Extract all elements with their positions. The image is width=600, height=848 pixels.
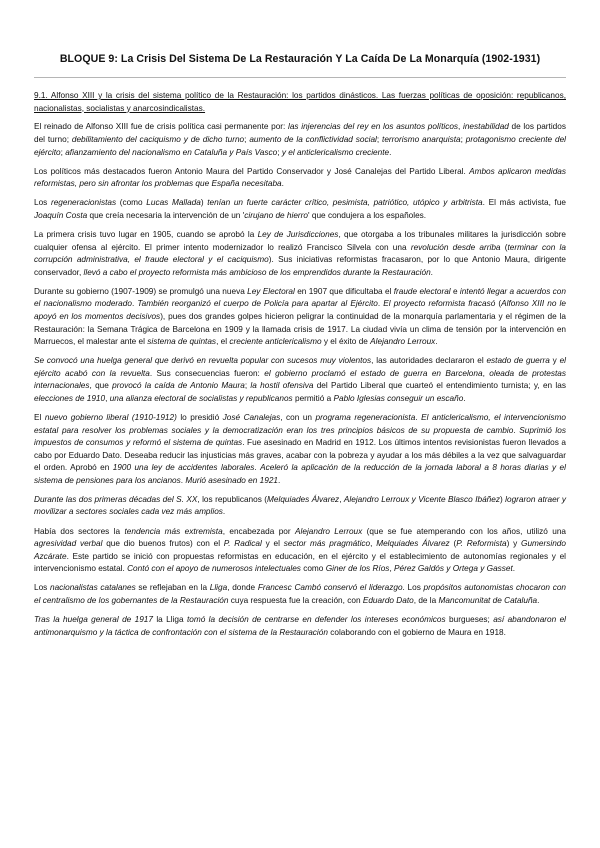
paragraph: Había dos sectores la tendencia más extremista, encabezada por Alejandro Lerroux (que se fue atemperando con los años, utilizó una agresividad verbal que dio buenos frutos) con el P. Radical y el sector más pragmático, Melquiades Álvarez (P. Reformista) y Gumersindo Azcárate. Este partido se inició con propuestas reformistas en educación, en el ejército y el establecimiento de autonomías regionales y el intervencionismo estatal. Contó con el apoyo de numerosos intelectuales como Giner de los Ríos, Pérez Galdós y Ortega y Gasset. <box>34 526 566 574</box>
title-divider <box>34 77 566 78</box>
paragraph: Se convocó una huelga general que derivó en revuelta popular con sucesos muy violentos, las autoridades declararon el estado de guerra y el ejército acabó con la revuelta. Sus consecuencias fueron: el gobierno proclamó el estado de guerra en Barcelona, oleada de protestas internacionales, que provocó la caída de Antonio Maura; la hostil ofensiva del Partido Liberal que cuarteó el entendimiento turnista; y, en las elecciones de 1910, una alianza electoral de socialistas y republicanos permitió a Pablo Iglesias conseguir un escaño. <box>34 356 567 403</box>
document-body <box>34 90 566 646</box>
paragraph: Durante las dos primeras décadas del S. XX, los republicanos (Melquiades Álvarez, Alejandro Lerroux y Vicente Blasco Ibáñez) lograron atraer y movilizar a sectores sociales cada vez más amplios. <box>34 494 566 517</box>
paragraph: Los nacionalistas catalanes se reflejaban en la Lliga, donde Francesc Cambó conservó el liderazgo. Los propósitos autonomistas chocaron con el centralismo de los gobernantes de la Restauración cuya respuesta fue la creación, con Eduardo Dato, de la Mancomunitat de Cataluña. <box>34 583 566 605</box>
page-title: BLOQUE 9: La Crisis Del Sistema De La Restauración Y La Caída De La Monarquía (1902-1931) <box>59 53 541 65</box>
paragraph: El reinado de Alfonso XIII fue de crisis política casi permanente por: las injerencias del rey en los asuntos políticos, inestabilidad de los partidos del turno; debilitamiento del caciquismo y de dicho turno; aumento de la conflictividad social; terrorismo anarquista; protagonismo creciente del ejército; afianzamiento del nacionalismo en Cataluña y País Vasco; y el anticlericalismo creciente. <box>34 122 566 157</box>
paragraph: Tras la huelga general de 1917 la Lliga tomó la decisión de centrarse en defender los intereses económicos burgueses; así abandonaron el antimonarquismo y la táctica de confrontación con el sistema de la Restauración colaborando con el gobierno de Maura en 1918. <box>34 615 567 637</box>
paragraph: Los regeneracionistas (como Lucas Mallada) tenían un fuerte carácter crítico, pesimista, patriótico, utópico y arbitrista. El más activista, fue Joaquín Costa que creía necesaria la intervención de un 'cirujano de hierro' que condujera a los españoles. <box>34 198 567 220</box>
paragraph: Durante su gobierno (1907-1909) se promulgó una nueva Ley Electoral en 1907 que dificultaba el fraude electoral e intentó llegar a acuerdos con el nacionalismo moderado. También reorganizó el cuerpo de Policía para apartar al Ejército. El proyecto reformista fracasó (Alfonso XIII no le apoyó en los momentos decisivos), pues dos grandes golpes hicieron peligrar la continuidad de la monarquía parlamentaria y el régimen de la Restauración: la Semana Trágica de Barcelona en 1909 y la llamada crisis de 1917. La ciudad vivía un clima de tensión por la intervención en Marruecos, el malestar ante el sistema de quintas, el creciente anticlericalismo y el éxito de Alejandro Lerroux. <box>34 286 566 347</box>
paragraph: Los políticos más destacados fueron Antonio Maura del Partido Conservador y José Canalejas del Partido Liberal. Ambos aplicaron medidas reformistas, pero sin afrontar los problemas que España necesitaba. <box>34 166 566 189</box>
paragraph: El nuevo gobierno liberal (1910-1912) lo presidió José Canalejas, con un programa regeneracionista. El anticlericalismo, el intervencionismo estatal para resolver los problemas sociales y la democratización eran los tres principios básicos de su propuesta de cambio. Suprimió los impuestos de consumos y reformó el sistema de quintas. Fue asesinado en Madrid en 1912. Los últimos intentos revisionistas fueron llevados a cabo por Eduardo Dato. Deseaba reducir las injusticias más graves, acabar con la pobreza y ayudar a los más débiles a la vez que salvaguardar el orden. Aprobó en 1900 una ley de accidentes laborales. Aceleró la aplicación de la reducción de la jornada laboral a 8 horas diarias y el sistema de pensiones para los ancianos. Murió asesinado en 1921. <box>34 412 567 485</box>
paragraph: La primera crisis tuvo lugar en 1905, cuando se aprobó la Ley de Jurisdicciones, que otorgaba a los tribunales militares la jurisdicción sobre cualquier ofensa al ejército. El primer intento modernizador lo realizó Francisco Silvela con una revolución desde arriba (terminar con la corrupción administrativa, el fraude electoral y el caciquismo). Sus iniciativas reformistas fracasaron, por lo que Antonio Maura, dirigente conservador, llevó a cabo el proyecto reformista más ambicioso de los emprendidos durante la Restauración. <box>34 230 567 277</box>
section-heading: 9.1. Alfonso XIII y la crisis del sistema político de la Restauración: los partidos dinásticos. Las fuerzas políticas de oposición: republicanos, nacionalistas, socialistas y anarcosindicalistas. <box>34 91 566 113</box>
